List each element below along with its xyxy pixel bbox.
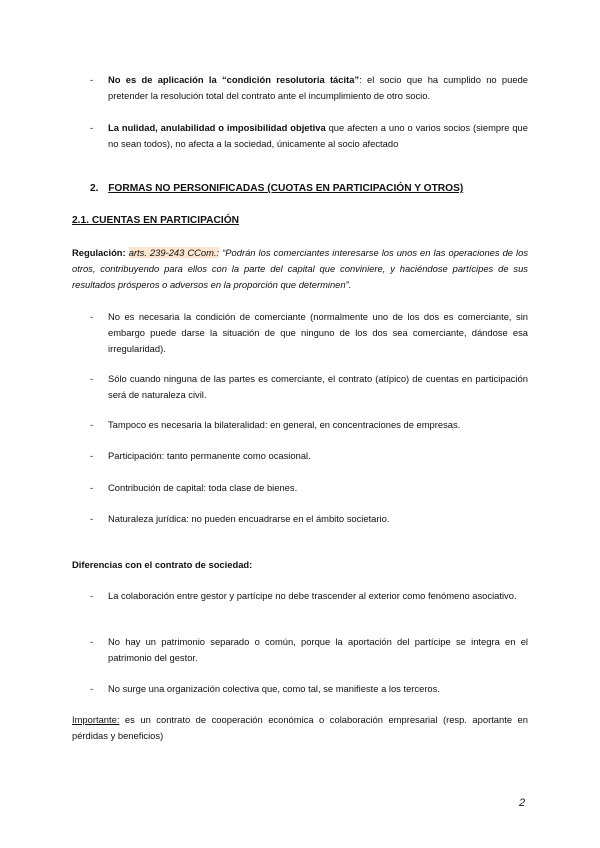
differences-heading: Diferencias con el contrato de sociedad:	[72, 559, 253, 570]
regulation-quote: “Podrán los comerciantes interesarse los unos en las operaciones de los otros, contribuyendo para ellos con la parte del capital que conviniere, y haciéndose partícipes de sus resultados prósperos o adversos en la proporción que determinen”.	[72, 247, 529, 290]
bullet-marker: -	[90, 636, 94, 647]
bullet-marker: -	[90, 419, 94, 430]
difference-item: No hay un patrimonio separado o común, porque la aportación del partícipe se integra en el patrimonio del gestor.	[108, 636, 528, 663]
bullet-marker: -	[90, 590, 94, 601]
intro-bullet-1-bold: No es de aplicación la “condición resolutoria tácita”	[108, 74, 360, 85]
important-note	[72, 712, 528, 744]
intro-bullet-2-bold: La nulidad, anulabilidad o imposibilidad objetiva	[108, 122, 326, 133]
feature-item: Sólo cuando ninguna de las partes es comerciante, el contrato (atípico) de cuentas en participación será de naturaleza civil.	[108, 373, 528, 400]
bullet-marker: -	[90, 482, 94, 493]
feature-item: Naturaleza jurídica: no pueden encuadrarse en el ámbito societario.	[108, 513, 390, 524]
difference-item: No surge una organización colectiva que, como tal, se manifieste a los terceros.	[108, 683, 440, 694]
difference-item: La colaboración entre gestor y partícipe no debe trascender al exterior como fenómeno asociativo.	[108, 590, 517, 601]
bullet-marker: -	[90, 74, 94, 85]
bullet-marker: -	[90, 311, 94, 322]
bullet-marker: -	[90, 122, 94, 133]
intro-bullet-1-text: : el socio que ha cumplido no puede pretender la resolución total del contrato ante el incumplimiento de otro socio.	[108, 74, 528, 101]
important-label: Importante:	[72, 714, 120, 725]
important-text: es un contrato de cooperación económica o colaboración empresarial (resp. aportante en pérdidas y beneficios)	[72, 714, 528, 741]
page-number: 2	[519, 797, 526, 809]
intro-bullet-2-text: que afecten a uno o varios socios (siempre que no sean todos), no afecta a la sociedad, únicamente al socio afectado	[108, 122, 528, 149]
regulation-paragraph	[72, 245, 528, 293]
feature-item: Contribución de capital: toda clase de bienes.	[108, 482, 298, 493]
bullet-marker: -	[90, 450, 94, 461]
intro-bullet-1	[108, 72, 528, 104]
subsection-heading: 2.1. CUENTAS EN PARTICIPACIÓN	[72, 215, 239, 226]
section-heading	[90, 181, 530, 197]
bullet-marker: -	[90, 373, 94, 384]
section-title: FORMAS NO PERSONIFICADAS (CUOTAS EN PARTICIPACIÓN Y OTROS)	[108, 183, 464, 194]
feature-item: Tampoco es necesaria la bilateralidad: en general, en concentraciones de empresas.	[108, 419, 461, 430]
section-number: 2.	[90, 183, 99, 194]
regulation-reference: arts. 239-243 CCom.:	[128, 247, 220, 258]
bullet-marker: -	[90, 683, 94, 694]
intro-bullet-2	[108, 120, 528, 152]
regulation-label: Regulación:	[72, 247, 126, 258]
feature-item: Participación: tanto permanente como ocasional.	[108, 450, 311, 461]
bullet-marker: -	[90, 513, 94, 524]
feature-item: No es necesaria la condición de comerciante (normalmente uno de los dos es comerciante, sin embargo puede darse la situación de que ninguno de los dos sea comerciante, dándose esa irregularidad).	[108, 311, 528, 354]
